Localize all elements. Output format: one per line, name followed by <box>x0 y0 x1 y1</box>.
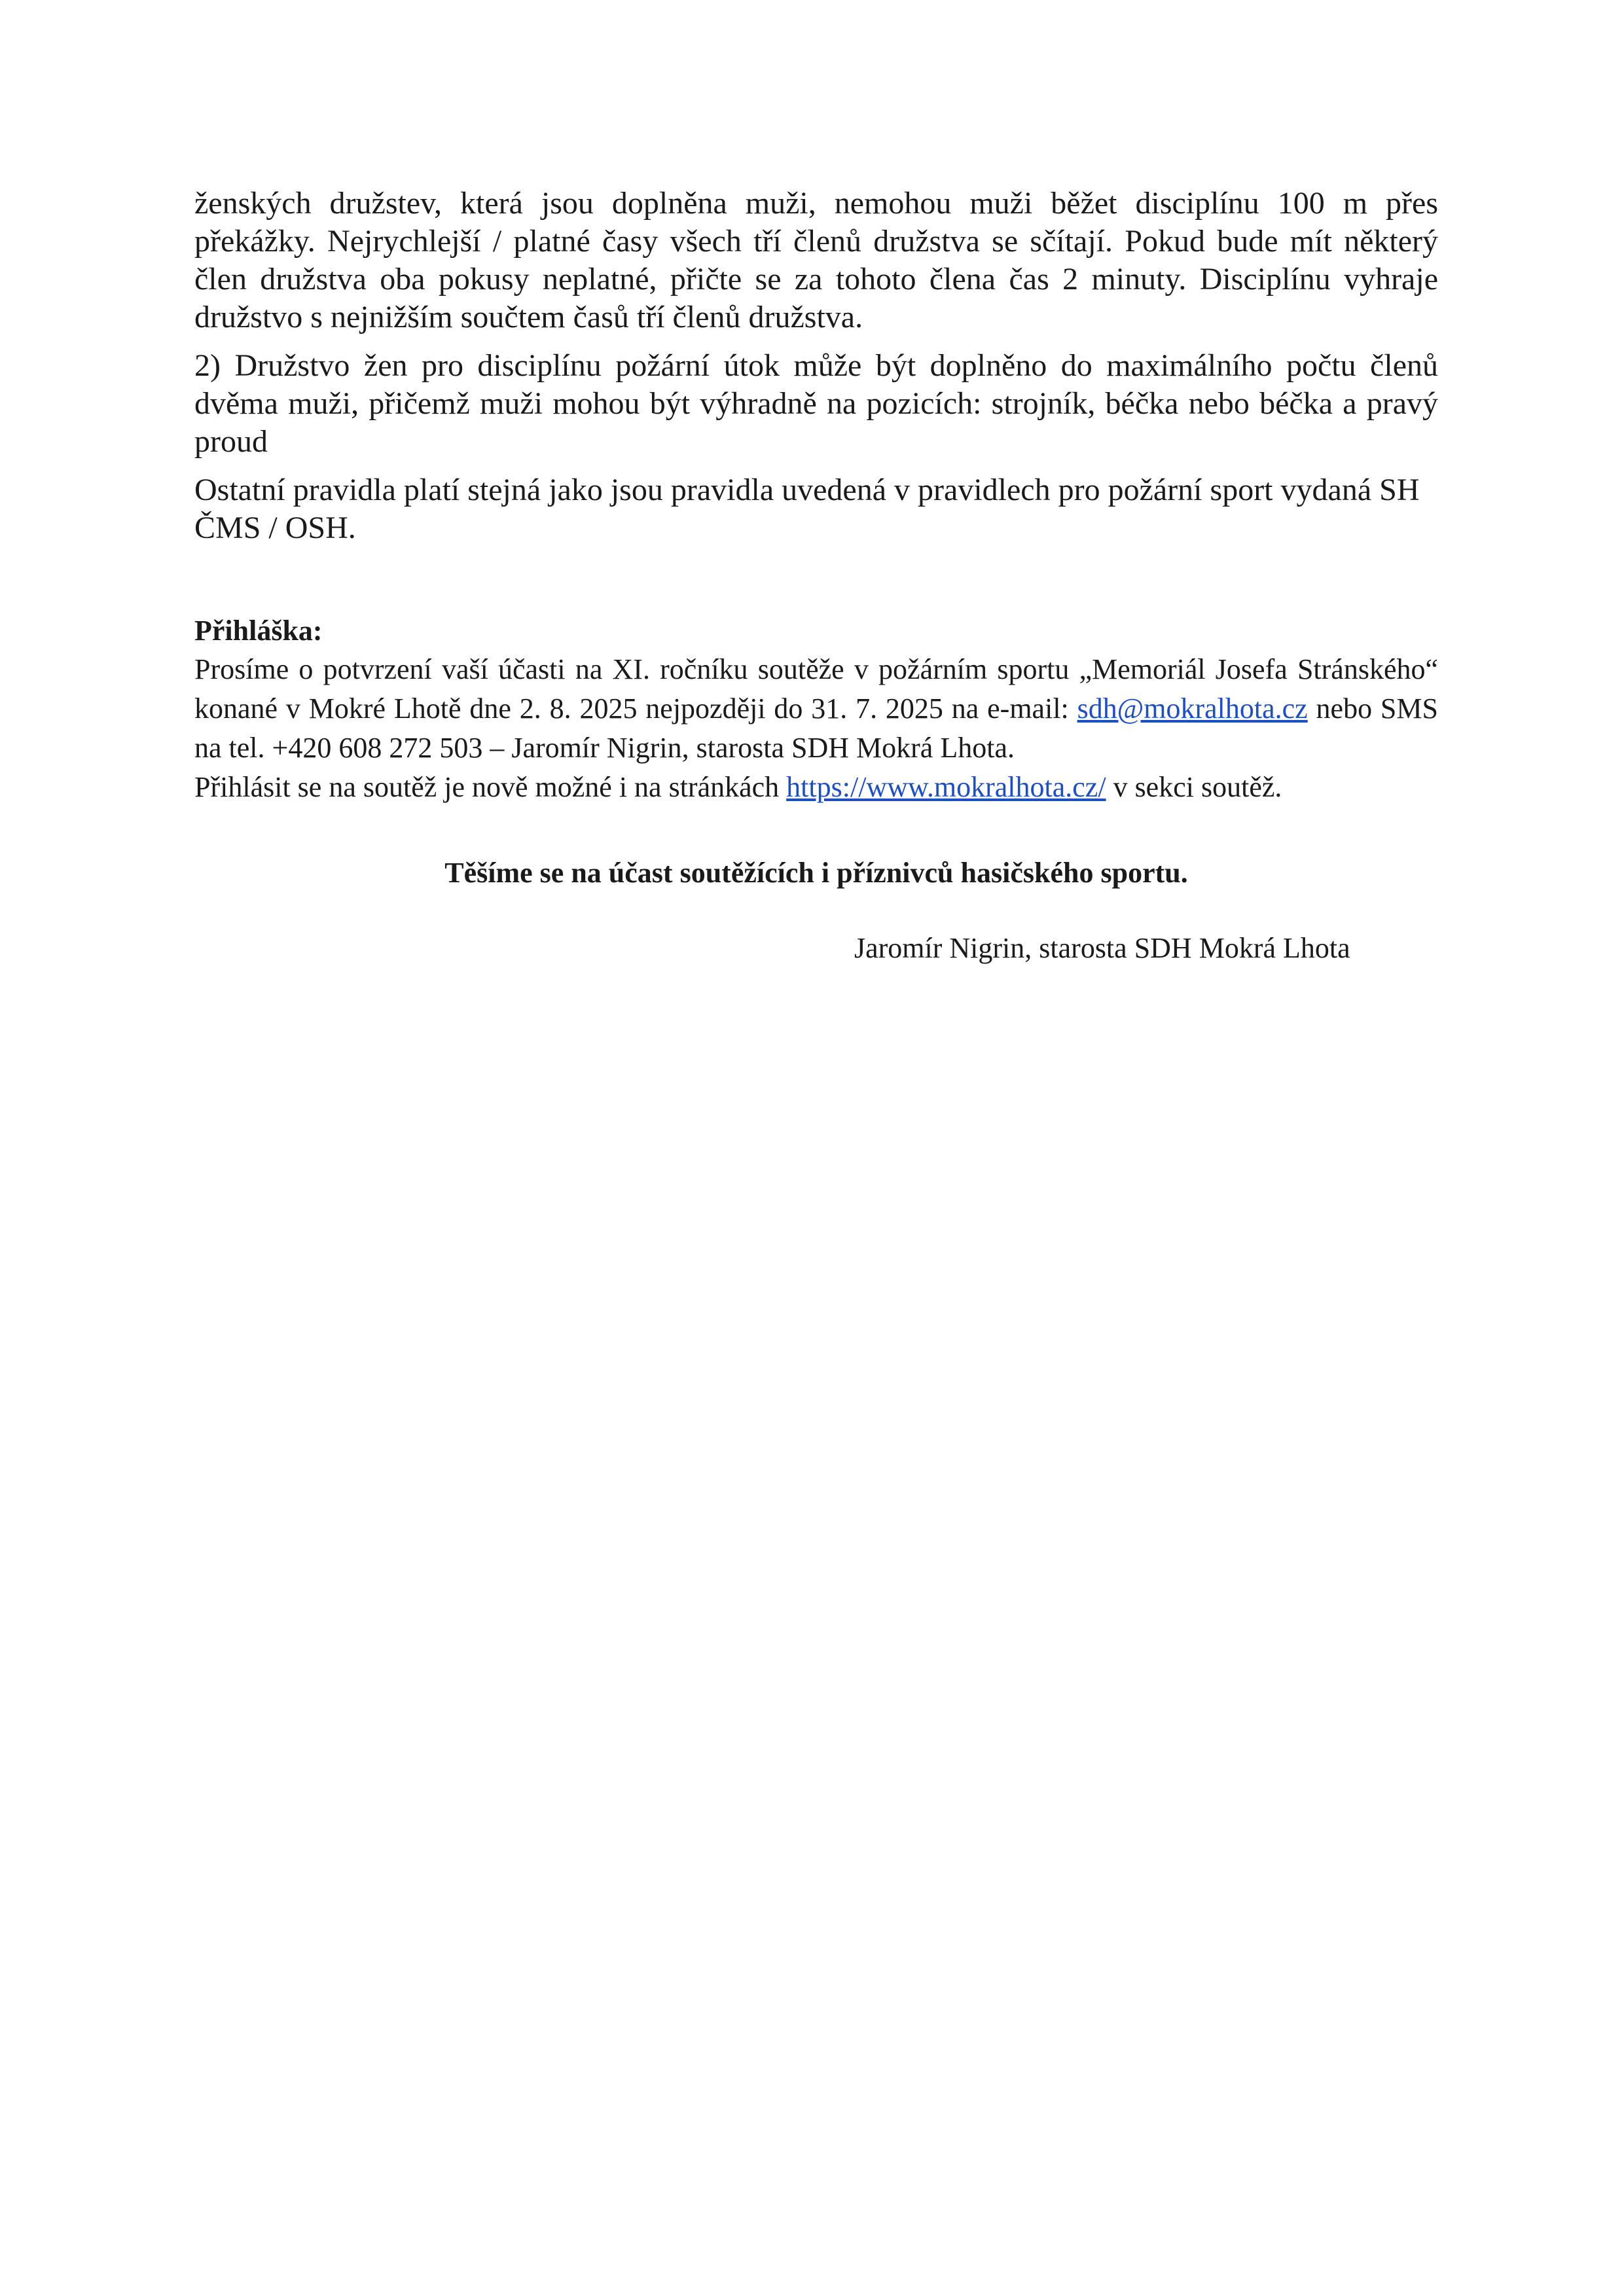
website-link[interactable]: https://www.mokralhota.cz/ <box>786 771 1106 803</box>
registration-web-text-before: Přihlásit se na soutěž je nově možné i na stránkách <box>194 771 787 803</box>
registration-web-line <box>194 768 1438 807</box>
paragraph-womens-teams-obstacle: ženských družstev, která jsou doplněna muži, nemohou muži běžet disciplínu 100 m přes překážky. Nejrychlejší / platné časy všech tří členů družstva se sčítají. Pokud bude mít některý člen družstva oba pokusy neplatné, přičte se za tohoto člena čas 2 minuty. Disciplínu vyhraje družstvo s nejnižším součtem časů tří členů družstva. <box>194 186 1438 334</box>
paragraph-other-rules: Ostatní pravidla platí stejná jako jsou pravidla uvedená v pravidlech pro požární sport vydaná SH ČMS / OSH. <box>194 473 1420 545</box>
registration-web-text-after: v sekci soutěž. <box>1106 771 1282 803</box>
registration-section <box>194 612 1438 807</box>
registration-text <box>194 650 1438 768</box>
registration-title: Přihláška: <box>194 615 323 647</box>
registration-text-part-2: nebo SMS na tel. +420 608 272 503 – Jaromír Nigrin, starosta SDH Mokrá Lhota. <box>194 692 1438 764</box>
paragraph-womens-fire-attack: 2) Družstvo žen pro disciplínu požární útok může být doplněno do maximálního počtu členů dvěma muži, přičemž muži mohou být výhradně na pozicích: strojník, béčka nebo béčka a pravý proud <box>194 348 1438 459</box>
email-link[interactable]: sdh@mokralhota.cz <box>1077 692 1308 725</box>
closing-statement: Těšíme se na účast soutěžících i příznivců hasičského sportu. <box>444 857 1188 889</box>
registration-text-part-1: Prosíme o potvrzení vaší účasti na XI. ročníku soutěže v požárním sportu „Memoriál Josefa Stránského“ konané v Mokré Lhotě dne 2. 8. 2025 nejpozději do 31. 7. 2025 na e-mail: <box>194 653 1438 725</box>
signature: Jaromír Nigrin, starosta SDH Mokrá Lhota <box>854 932 1350 964</box>
rules-continuation <box>194 185 1438 547</box>
